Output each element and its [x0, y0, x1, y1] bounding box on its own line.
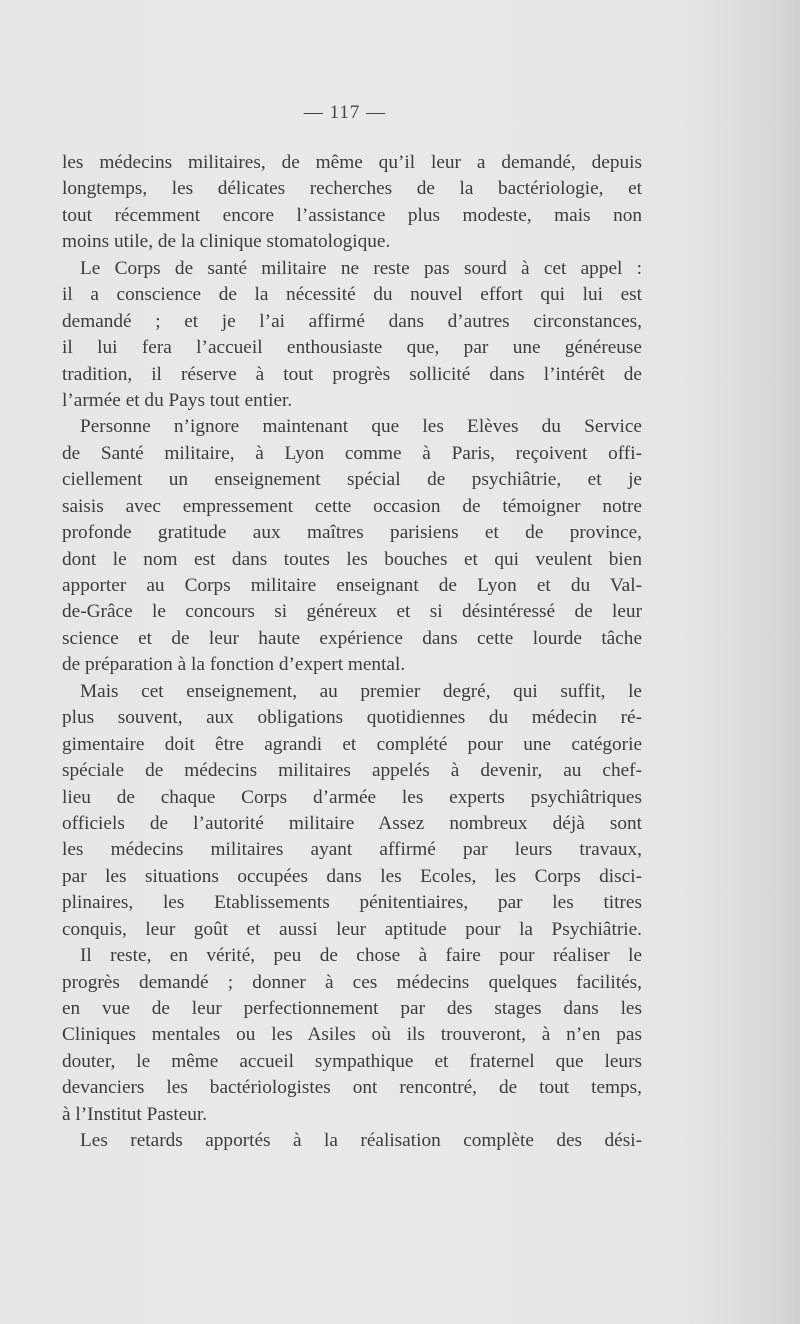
text-line: devanciers les bactériologistes ont rencontré, de tout temps,: [62, 1077, 642, 1099]
text-line: dont le nom est dans toutes les bouches et qui veulent bien: [62, 548, 642, 570]
text-line: moins utile, de la clinique stomatologique.: [62, 231, 391, 253]
text-line: ciellement un enseignement spécial de psychiâtrie, et je: [62, 469, 642, 491]
text-line: profonde gratitude aux maîtres parisiens et de province,: [62, 522, 642, 544]
body-text: [62, 150, 642, 1155]
page-number: — 117 —: [303, 102, 387, 123]
text-line: demandé ; et je l’ai affirmé dans d’autres circonstances,: [62, 310, 642, 332]
text-line: Personne n’ignore maintenant que les Elèves du Service: [80, 416, 642, 438]
text-line: Cliniques mentales ou les Asiles où ils trouveront, à n’en pas: [62, 1024, 642, 1046]
text-line: tradition, il réserve à tout progrès sollicité dans l’intérêt de: [62, 363, 642, 385]
text-line: les médecins militaires ayant affirmé par leurs travaux,: [62, 839, 642, 861]
text-line: Il reste, en vérité, peu de chose à faire pour réaliser le: [80, 945, 642, 967]
text-line: douter, le même accueil sympathique et fraternel que leurs: [62, 1050, 642, 1072]
text-line: en vue de leur perfectionnement par des stages dans les: [62, 998, 642, 1019]
text-line: gimentaire doit être agrandi et complété pour une catégorie: [62, 733, 642, 755]
text-line: les médecins militaires, de même qu’il leur a demandé, depuis: [62, 152, 642, 173]
text-line: par les situations occupées dans les Ecoles, les Corps disci-: [62, 865, 642, 887]
text-line: Les retards apportés à la réalisation complète des dési-: [80, 1130, 642, 1152]
text-line: de Santé militaire, à Lyon comme à Paris, reçoivent offi-: [62, 442, 642, 464]
text-line: saisis avec empressement cette occasion de témoigner notre: [62, 495, 642, 517]
text-line: longtemps, les délicates recherches de la bactériologie, et: [62, 178, 642, 200]
text-line: Le Corps de santé militaire ne reste pas sourd à cet appel :: [80, 257, 642, 279]
text-line: progrès demandé ; donner à ces médecins quelques facilités,: [62, 971, 642, 993]
text-line: tout récemment encore l’assistance plus modeste, mais non: [62, 204, 642, 226]
text-line: science et de leur haute expérience dans cette lourde tâche: [62, 627, 642, 649]
text-line: apporter au Corps militaire enseignant de Lyon et du Val-: [62, 575, 642, 596]
text-line: à l’Institut Pasteur.: [62, 1103, 208, 1125]
text-line: de préparation à la fonction d’expert mental.: [62, 654, 406, 676]
text-line: de-Grâce le concours si généreux et si désintéressé de leur: [62, 601, 642, 623]
text-line: l’armée et du Pays tout entier.: [62, 389, 293, 411]
text-line: plus souvent, aux obligations quotidiennes du médecin ré-: [62, 707, 642, 729]
text-line: Mais cet enseignement, au premier degré, qui suffit, le: [80, 680, 642, 702]
text-line: conquis, leur goût et aussi leur aptitude pour la Psychiâtrie.: [62, 918, 642, 940]
text-line: spéciale de médecins militaires appelés à devenir, au chef-: [62, 760, 642, 782]
text-line: il a conscience de la nécessité du nouvel effort qui lui est: [62, 284, 642, 306]
text-line: lieu de chaque Corps d’armée les experts psychiâtriques: [62, 786, 642, 808]
text-line: il lui fera l’accueil enthousiaste que, par une généreuse: [62, 337, 642, 359]
text-line: officiels de l’autorité militaire Assez nombreux déjà sont: [62, 812, 642, 834]
text-line: plinaires, les Etablissements pénitentiaires, par les titres: [62, 892, 642, 914]
